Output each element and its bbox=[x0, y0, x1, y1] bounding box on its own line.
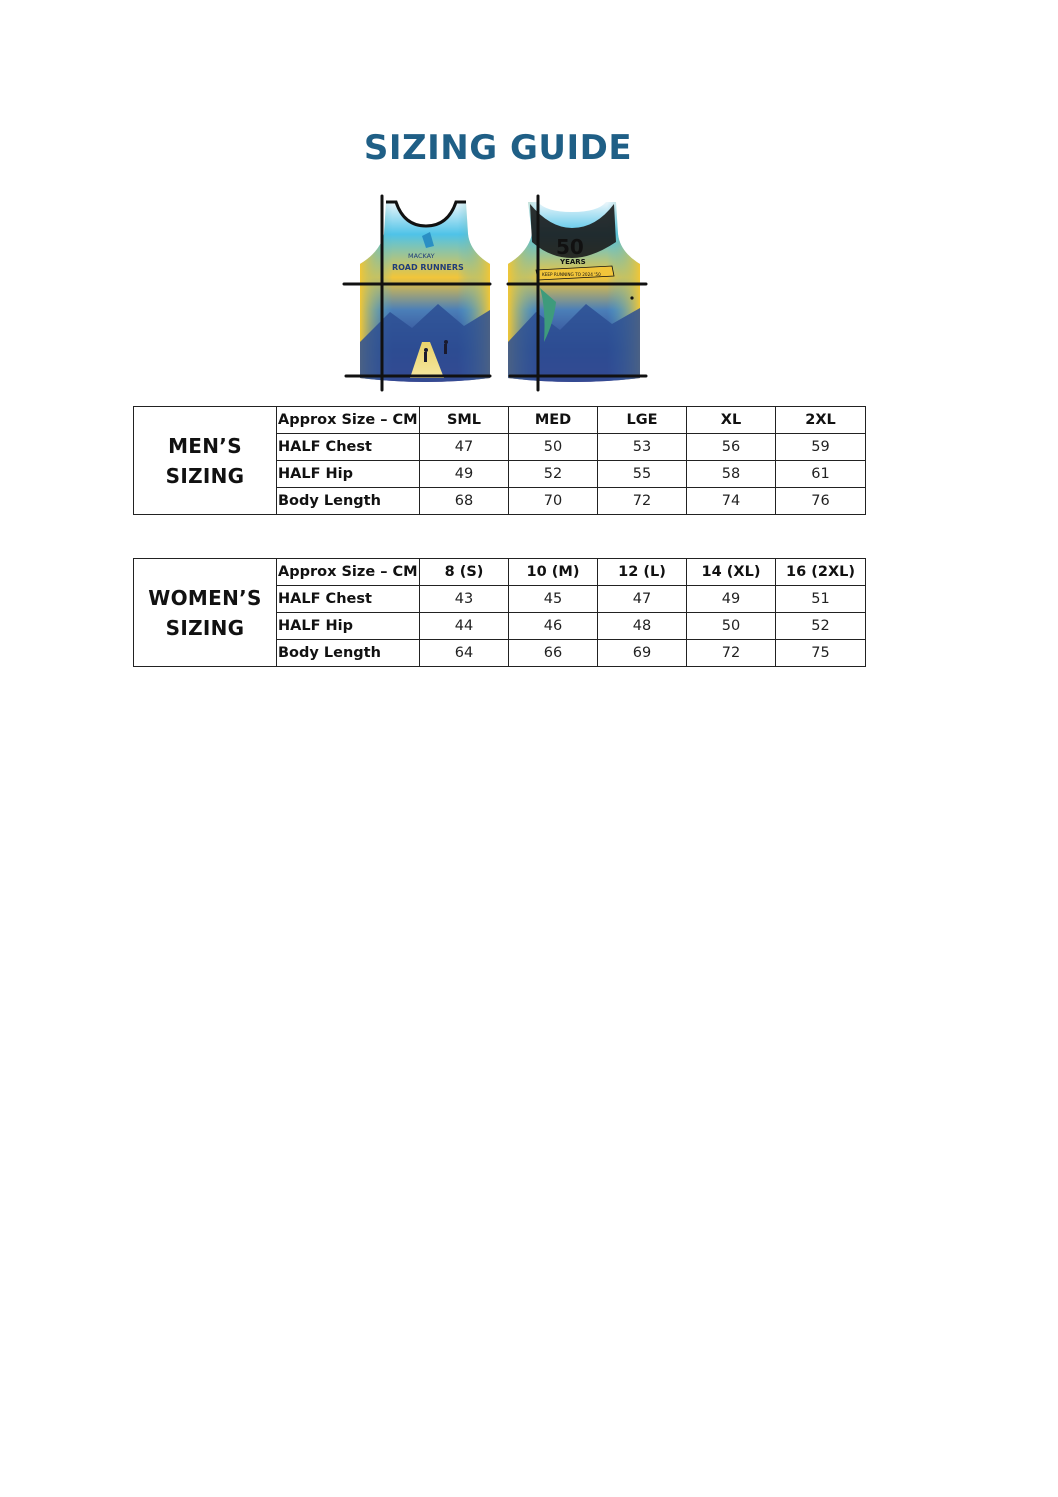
table-cell: 52 bbox=[776, 613, 866, 640]
table-cell: 52 bbox=[509, 461, 598, 488]
table-cell: 72 bbox=[598, 488, 687, 515]
front-logo-line2: ROAD RUNNERS bbox=[392, 263, 464, 272]
row-label: HALF Chest bbox=[277, 586, 420, 613]
table-cell: 68 bbox=[420, 488, 509, 515]
size-header: 16 (2XL) bbox=[776, 559, 866, 586]
size-header: 10 (M) bbox=[509, 559, 598, 586]
table-cell: 55 bbox=[598, 461, 687, 488]
table-cell: 58 bbox=[687, 461, 776, 488]
size-header: LGE bbox=[598, 407, 687, 434]
table-cell: 49 bbox=[420, 461, 509, 488]
size-header: 8 (S) bbox=[420, 559, 509, 586]
womens-sizing-table bbox=[133, 558, 866, 667]
womens-label-line1: WOMEN’S bbox=[148, 585, 262, 610]
table-cell: 44 bbox=[420, 613, 509, 640]
table-cell: 56 bbox=[687, 434, 776, 461]
mens-label-line2: SIZING bbox=[165, 463, 245, 488]
back-banner-text: KEEP RUNNING TO 2024 '50 bbox=[542, 272, 601, 277]
table-cell: 47 bbox=[598, 586, 687, 613]
size-header: 12 (L) bbox=[598, 559, 687, 586]
size-header: SML bbox=[420, 407, 509, 434]
table-cell: 45 bbox=[509, 586, 598, 613]
table-header-row bbox=[134, 407, 866, 434]
table-cell: 50 bbox=[687, 613, 776, 640]
table-cell: 48 bbox=[598, 613, 687, 640]
front-singlet bbox=[360, 202, 490, 382]
row-label: Body Length bbox=[277, 488, 420, 515]
row-label: HALF Chest bbox=[277, 434, 420, 461]
back-big-text: 50 bbox=[556, 235, 584, 259]
womens-label-line2: SIZING bbox=[165, 615, 245, 640]
back-singlet bbox=[508, 202, 640, 382]
mens-sizing-table bbox=[133, 406, 866, 515]
header-label: Approx Size – CM bbox=[277, 407, 420, 434]
table-cell: 76 bbox=[776, 488, 866, 515]
header-label: Approx Size – CM bbox=[277, 559, 420, 586]
table-cell: 47 bbox=[420, 434, 509, 461]
table-cell: 69 bbox=[598, 640, 687, 667]
table-header-row bbox=[134, 559, 866, 586]
row-label: HALF Hip bbox=[277, 461, 420, 488]
table-cell: 51 bbox=[776, 586, 866, 613]
size-header: XL bbox=[687, 407, 776, 434]
table-cell: 70 bbox=[509, 488, 598, 515]
row-label: Body Length bbox=[277, 640, 420, 667]
row-label: HALF Hip bbox=[277, 613, 420, 640]
table-cell: 61 bbox=[776, 461, 866, 488]
size-header: 2XL bbox=[776, 407, 866, 434]
table-cell: 46 bbox=[509, 613, 598, 640]
singlet-illustration bbox=[340, 192, 652, 394]
mens-sizing-label bbox=[134, 407, 277, 515]
table-cell: 59 bbox=[776, 434, 866, 461]
table-cell: 49 bbox=[687, 586, 776, 613]
table-cell: 66 bbox=[509, 640, 598, 667]
back-sub-text: YEARS bbox=[560, 258, 586, 266]
table-cell: 43 bbox=[420, 586, 509, 613]
size-header: 14 (XL) bbox=[687, 559, 776, 586]
page-title: SIZING GUIDE bbox=[363, 128, 633, 168]
front-logo-line1: MACKAY bbox=[408, 252, 435, 260]
size-header: MED bbox=[509, 407, 598, 434]
table-cell: 64 bbox=[420, 640, 509, 667]
table-cell: 53 bbox=[598, 434, 687, 461]
table-cell: 50 bbox=[509, 434, 598, 461]
table-cell: 75 bbox=[776, 640, 866, 667]
table-cell: 74 bbox=[687, 488, 776, 515]
womens-sizing-label bbox=[134, 559, 277, 667]
mens-label-line1: MEN’S bbox=[168, 433, 242, 458]
table-cell: 72 bbox=[687, 640, 776, 667]
